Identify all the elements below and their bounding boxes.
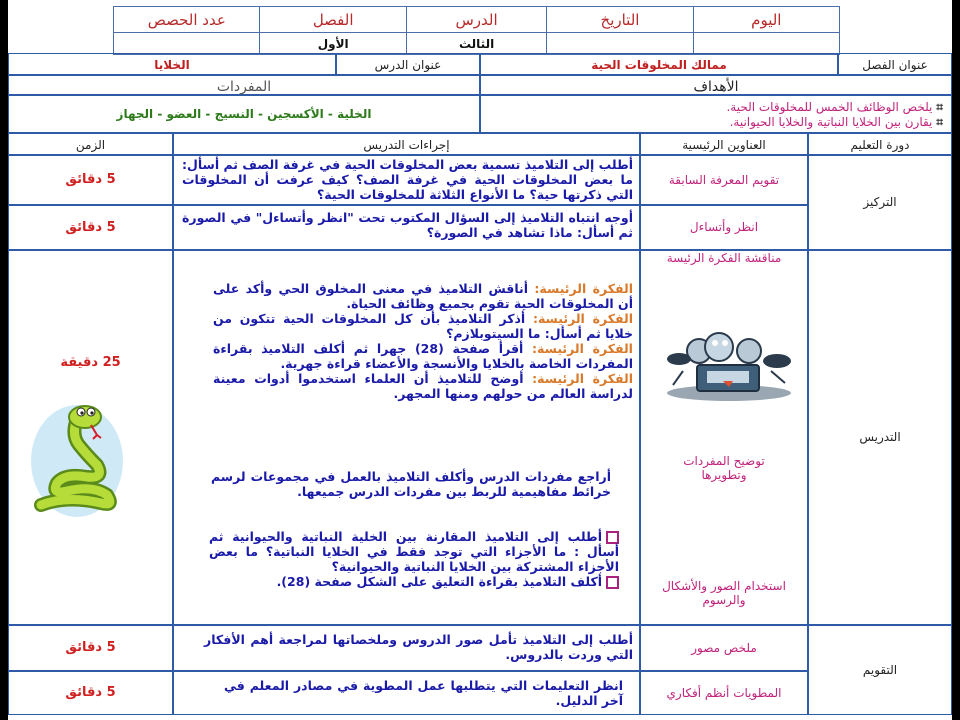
lesson-title-label-cell: عنوان الدرس [336,53,480,75]
square-bullet-icon [606,531,619,544]
heading-images: استخدام الصور والأشكال والرسوم [662,579,786,607]
vocabulary-value-cell: الخلية - الأكسجين - النسيج - العضو - الجهاز [8,95,480,133]
stage-column-header: دورة التعليم [808,133,952,155]
time-illustrated-summary: 5 دقائق [8,625,173,671]
heading-look-wonder: انظر وأتساءل [640,205,808,250]
teaching-procedures-cell [173,250,640,625]
procedures-column-header: إجراءات التدريس [173,133,640,155]
headings-column-header: العناوين الرئيسية [640,133,808,155]
periods-header: عدد الحصص [114,7,260,33]
heading-prior-knowledge: تقويم المعرفة السابقة [640,155,808,205]
time-look-wonder: 5 دقائق [8,205,173,250]
heading-foldables: المطويات أنظم أفكاري [640,671,808,715]
time-prior-knowledge: 5 دقائق [8,155,173,205]
procedure-prior-knowledge: أطلب إلى التلاميذ تسمية بعض المخلوقات الحية في غرفة الصف ثم أسأل: ما بعض المخلوقات الحية في غرفة الصف؟ كيف عرفت أن المخلوقات التي ذكرتها حية؟ ما الأنواع الثلاثة للمخلوقات الحية؟ [173,155,640,205]
stage-teaching-cell: التدريس [808,250,952,625]
time-foldables: 5 دقائق [8,671,173,715]
time-column-header: الزمن [8,133,173,155]
header-table [113,6,840,55]
heading-main-idea: مناقشة الفكرة الرئيسة [666,251,782,265]
time-teaching: 25 دقيقة [60,355,121,370]
main-idea-paragraphs: الفكرة الرئيسة: أناقش التلاميذ في معنى المخلوق الحي وأكد على أن المخلوقات الحية تقوم بجميع وظائف الحياة. الفكرة الرئيسة: أذكر التلاميذ بأن كل المخلوقات الحية تتكون من خلايا ثم أسأل: ما السيتوبلازم؟ الفكرة الرئيسة: أقرأ صفحة (28) جهرا ثم أكلف التلاميذ بقراءة المفردات الخاصة بالخلايا والأنسجة والأعضاء قراءة جهرية. الفكرة الرئيسة: أوضح للتلاميذ أن العلماء استخدموا أدوات معينة لدراسة العالم من حولهم ومنها المجهر. [213,281,633,401]
semester-header: الفصل [260,7,406,33]
procedure-look-wonder: أوجه انتباه التلاميذ إلى السؤال المكتوب تحت "انظر وأتساءل" في الصورة ثم أسأل: ماذا تشاهد في الصورة؟ [173,205,640,250]
teaching-time-cell [8,250,173,625]
objective-item: ⌗ يقارن بين الخلايا النباتية والخلايا الحيوانية. [729,115,943,129]
stage-focus-cell: التركيز [808,155,952,250]
hash-bullet-icon: ⌗ [936,115,943,129]
left-edge [0,0,8,720]
semester-value: الأول [260,33,406,55]
unit-title-label-cell: عنوان الفصل [838,53,952,75]
lesson-header: الدرس [406,7,546,33]
heading-vocabulary: توضيح المفردات وتطويرها [683,454,765,482]
images-procedure: أطلب إلى التلاميذ المقارنة بين الخلية النباتية والحيوانية ثم أسأل : ما الأجزاء التي توجد فقط في الخلايا النباتية؟ ما بعض الأجزاء المشتركة بين الخلايا النباتية والحيوانية؟ أكلف التلاميذ بقراءة التعليق على الشكل صفحة (28). [209,529,619,589]
objective-item: ⌗ يلخص الوظائف الخمس للمخلوقات الحية. [726,100,943,114]
snake-illustration [27,399,123,519]
heading-illustrated-summary: ملخص مصور [640,625,808,671]
right-edge [952,0,960,720]
objectives-label-cell: الأهداف [480,75,952,95]
square-bullet-icon [606,576,619,589]
microscope-flies-illustration [659,321,799,406]
teaching-headings-cell [640,250,808,625]
lesson-title-value-cell: الخلايا [8,53,336,75]
periods-value [114,33,260,55]
procedure-foldables: انظر التعليمات التي يتطلبها عمل المطوية في مصادر المعلم في آخر الدليل. [173,671,640,715]
date-header: التاريخ [547,7,693,33]
procedure-illustrated-summary: أطلب إلى التلاميذ تأمل صور الدروس وملخصاتها لمراجعة أهم الأفكار التي وردت بالدروس. [173,625,640,671]
date-value [547,33,693,55]
hash-bullet-icon: ⌗ [936,100,943,114]
day-header: اليوم [693,7,839,33]
day-value [693,33,839,55]
stage-evaluation-cell: التقويم [808,625,952,715]
vocabulary-procedure: أراجع مفردات الدرس وأكلف التلاميذ بالعمل في مجموعات لرسم خرائط مفاهيمية للربط بين مفردات الدرس جميعها. [211,469,611,499]
lesson-value: الثالث [406,33,546,55]
vocabulary-label-cell: المفردات [8,75,480,95]
objectives-list [480,95,952,133]
unit-title-value-cell: ممالك المخلوقات الحية [480,53,838,75]
